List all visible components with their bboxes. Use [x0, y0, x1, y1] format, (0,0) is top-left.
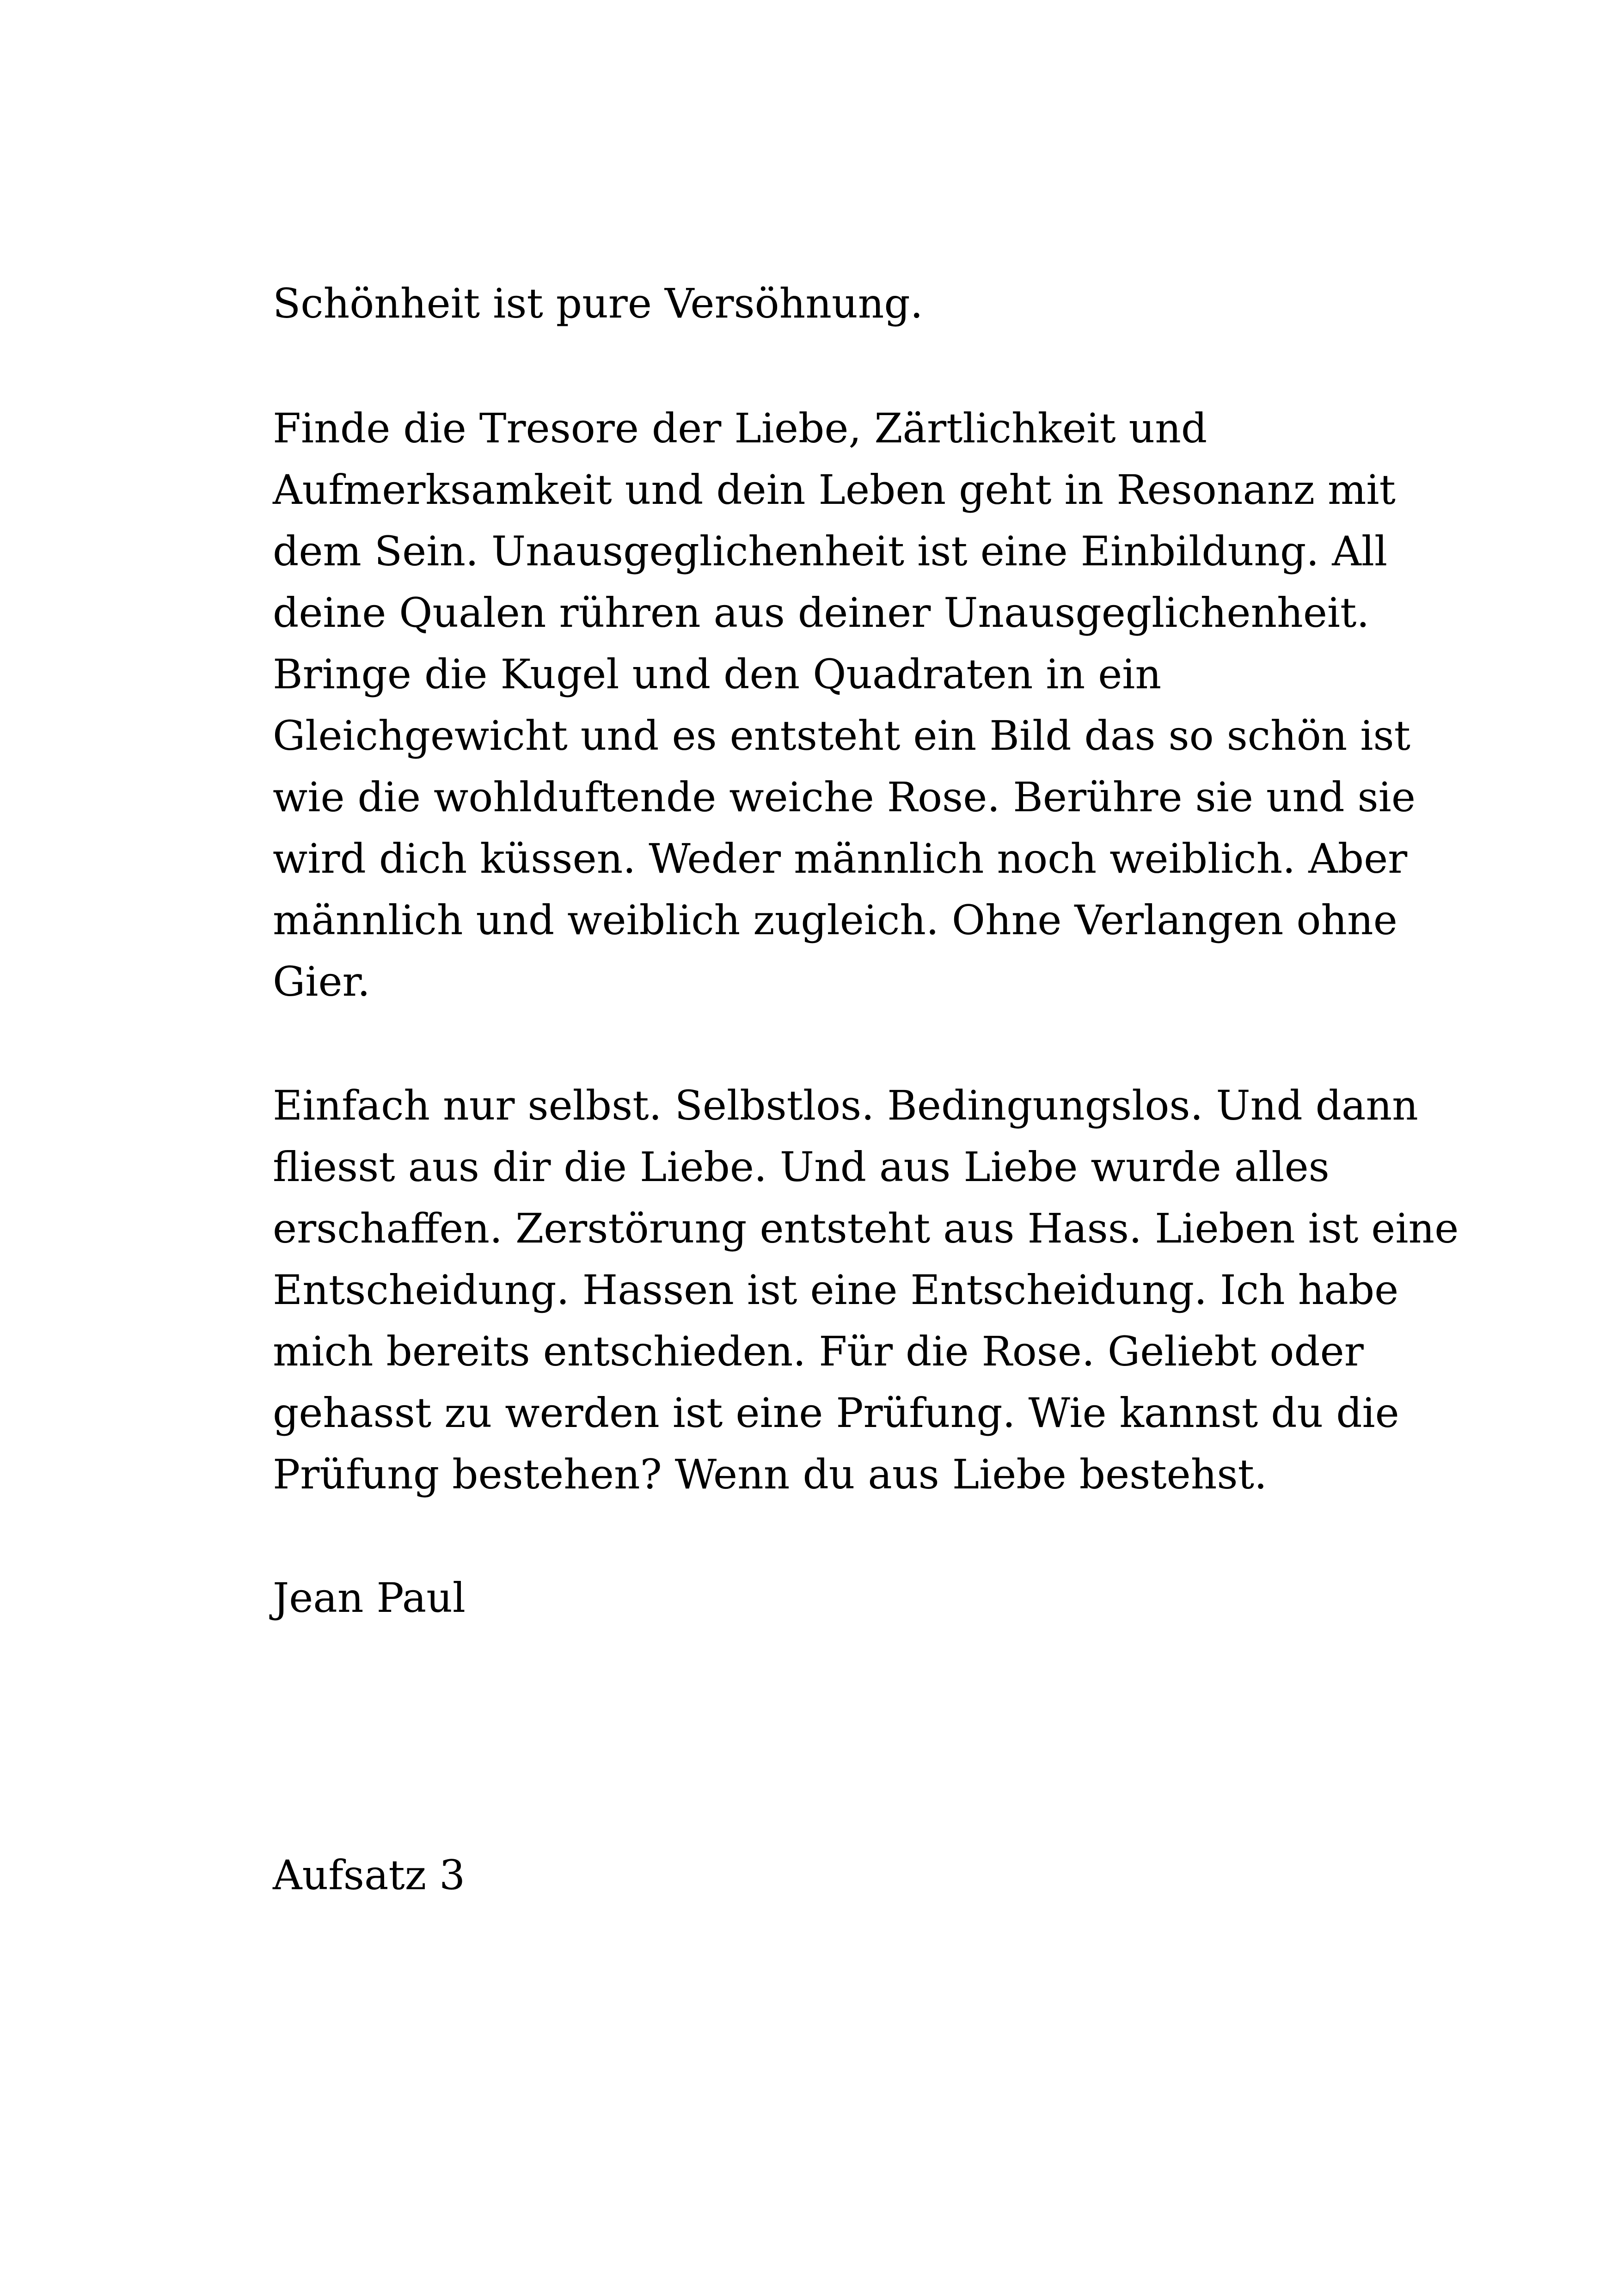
text-line: wird dich küssen. Weder männlich noch weiblich. Aber [273, 835, 1408, 882]
footer-label-text: Aufsatz 3 [273, 1851, 466, 1899]
text-line: erschaffen. Zerstörung entsteht aus Hass. Lieben ist eine [273, 1205, 1459, 1252]
heading-line [273, 273, 1373, 334]
text-line: Prüfung bestehen? Wenn du aus Liebe bestehst. [273, 1451, 1267, 1498]
author-signature [273, 1567, 1373, 1629]
text-line: männlich und weiblich zugleich. Ohne Verlangen ohne [273, 896, 1397, 944]
text-line: gehasst zu werden ist eine Prüfung. Wie kannst du die [273, 1389, 1399, 1437]
text-line: fliesst aus dir die Liebe. Und aus Liebe wurde alles [273, 1143, 1330, 1191]
text-line: mich bereits entschieden. Für die Rose. Geliebt oder [273, 1328, 1364, 1375]
text-line: Finde die Tresore der Liebe, Zärtlichkeit und [273, 404, 1207, 452]
text-line: Entscheidung. Hassen ist eine Entscheidung. Ich habe [273, 1266, 1399, 1314]
text-line: Bringe die Kugel und den Quadraten in ein [273, 650, 1162, 698]
paragraph-1 [273, 398, 1416, 1012]
text-line: Schönheit ist pure Versöhnung. [273, 280, 923, 327]
text-line: Gier. [273, 958, 370, 1005]
text-line: deine Qualen rühren aus deiner Unausgeglichenheit. [273, 589, 1370, 637]
paragraph-2 [273, 1075, 1459, 1505]
author-name: Jean Paul [273, 1574, 466, 1622]
text-line: dem Sein. Unausgeglichenheit ist eine Einbildung. All [273, 527, 1388, 575]
text-line: Gleichgewicht und es entsteht ein Bild das so schön ist [273, 712, 1410, 759]
text-line: Aufmerksamkeit und dein Leben geht in Resonanz mit [273, 466, 1396, 514]
text-line: Einfach nur selbst. Selbstlos. Bedingungslos. Und dann [273, 1082, 1418, 1129]
text-line: wie die wohlduftende weiche Rose. Berühre sie und sie [273, 773, 1416, 821]
footer-label [273, 1844, 1373, 1906]
